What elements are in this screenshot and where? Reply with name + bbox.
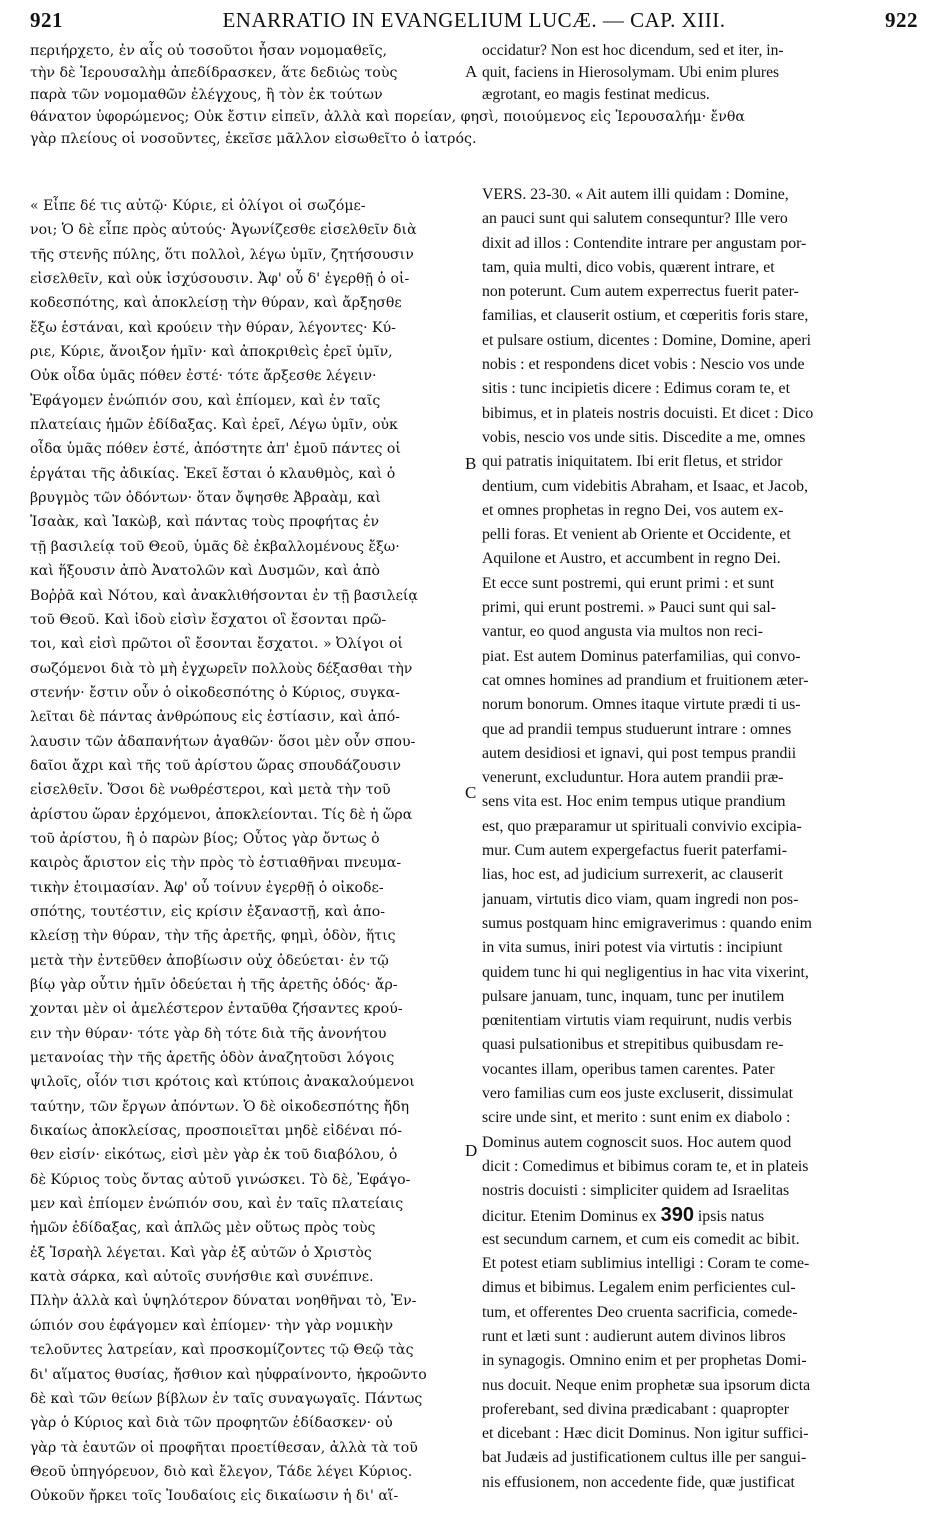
- greek-line: γὰρ πλείους οἱ νοσοῦντες, ἐκεῖσε μᾶλλον εἰσωθεῖτο ὁ ἰατρός.: [30, 131, 477, 147]
- latin-line: sumus postquam hinc emigraverimus : quando enim: [482, 914, 812, 932]
- greek-line: λαυσιν τῶν ἀδαπανήτων ἀγαθῶν· ὅσοι μὲν οὖν σπου-: [30, 733, 416, 750]
- greek-line: ἐξ Ἰσραὴλ λέγεται. Καὶ γὰρ ἐξ αὐτῶν ὁ Χριστὸς: [30, 1244, 372, 1261]
- latin-line: vero familias cum eos juste excluserit, dissimulat: [482, 1084, 794, 1102]
- latin-line: venerunt, excluduntur. Hora autem prandii præ-: [482, 769, 784, 787]
- intro-latin: [482, 40, 918, 106]
- latin-line: nis effusionem, non accedente fide, quæ justificat: [482, 1473, 795, 1491]
- greek-line: Βοῤῥᾶ καὶ Νότου, καὶ ἀνακλιθήσονται ἐν τῇ βασιλείᾳ: [30, 587, 418, 604]
- latin-line: vantur, eo quod angusta via multos non reci-: [482, 623, 764, 641]
- greek-line: καιρὸς ἄριστον εἰς τὴν πρὸς τὸ ἑστιαθῆναι πνευμα-: [30, 855, 402, 872]
- greek-line: ψιλοῖς, οἷόν τισι κρότοις καὶ κτύποις ἀνακαλούμενοι: [30, 1074, 415, 1091]
- latin-line: et omnes prophetas in regno Dei, vos autem ex-: [482, 501, 784, 519]
- latin-line: pelli foras. Et venient ab Oriente et Occidente, et: [482, 526, 791, 544]
- latin-line: tam, quia multi, dico vobis, quærent intrare, et: [482, 258, 775, 276]
- greek-line: τοῦ Θεοῦ. Καὶ ἰδοὺ εἰσὶν ἔσχατοι οἳ ἔσονται πρῶ-: [30, 611, 387, 628]
- greek-line: τῇ βασιλείᾳ τοῦ Θεοῦ, ὑμᾶς δὲ ἐκβαλλομένους ἔξω·: [30, 538, 400, 555]
- latin-line: est secundum carnem, et cum eis comedit ac bibit.: [482, 1230, 800, 1248]
- greek-line: πλατείαις ἡμῶν ἐδίδαξας. Καὶ ἐρεῖ, Λέγω ὑμῖν, οὐκ: [30, 417, 398, 434]
- greek-line: θάνατον ὑφορώμενος; Οὐκ ἔστιν εἰπεῖν, ἀλλὰ καὶ πορείαν, φησὶ, ποιούμενος εἰς Ἱερουσαλήμ· ἔνθα: [30, 109, 745, 125]
- greek-line: τελοῦντες λατρείαν, καὶ προσκομίζοντες τῷ Θεῷ τὰς: [30, 1342, 414, 1359]
- latin-line: bibimus, et in plateis nostris docuisti. Et dicet : Dico: [482, 404, 814, 422]
- margin-letter-c: C: [465, 783, 477, 802]
- greek-line: βίῳ γὰρ οὗτιν ἡμῖν ὁδεύεται ἡ τῆς ἀρετῆς ὁδός· ἄρ-: [30, 977, 398, 993]
- latin-line: pulsare januam, tunc, inquam, tunc per inutilem: [482, 987, 785, 1005]
- greek-line: μετανοίας τὴν τῆς ἀρετῆς ὁδὸν ἀναζητοῦσι λόγοις: [30, 1050, 395, 1067]
- latin-line: Dominus autem cognoscit suos. Hoc autem quod: [482, 1133, 792, 1151]
- greek-line: εἰσελθεῖν, καὶ οὐκ ἰσχύσουσιν. Ἀφ' οὗ δ' ἐγερθῇ ὁ οἰ-: [30, 271, 410, 288]
- latin-line: in vita sumus, iniri potest via virtutis : incipiunt: [482, 939, 783, 957]
- greek-line: οἶδα ὑμᾶς πόθεν ἐστέ, ἀπόστητε ἀπ' ἐμοῦ πάντες οἱ: [30, 441, 401, 458]
- latin-line: nostris docuisti : simpliciter quidem ad Israelitas: [482, 1182, 790, 1200]
- greek-line: χονται μὲν οἱ ἀμελέστερον ἐνταῦθα ζήσαντες κρού-: [30, 1001, 403, 1018]
- greek-line: ριε, Κύριε, ἄνοιξον ἡμῖν· καὶ ἀποκριθεὶς ἐρεῖ ὑμῖν,: [30, 344, 393, 361]
- greek-line: Οὐκ οἶδα ὑμᾶς πόθεν ἐστέ· τότε ἄρξεσθε λέγειν·: [30, 368, 377, 385]
- latin-line: familias, et clauserit ostium, et cœperitis foris stare,: [482, 307, 809, 325]
- greek-line: τικὴν ἑτοιμασίαν. Ἀφ' οὗ τοίνυν ἐγερθῇ ὁ οἰκοδε-: [30, 879, 384, 896]
- greek-line: κλείσῃ τὴν θύραν, τὴν τῆς ἀρετῆς, φημὶ, ὁδὸν, ἥτις: [30, 928, 396, 945]
- greek-line: βρυγμὸς τῶν ὀδόντων· ὅταν ὄψησθε Ἀβραὰμ, καὶ: [30, 490, 381, 507]
- page-number-right: 922: [885, 8, 918, 32]
- latin-line: lias, hoc est, ad judicium surrexerit, ac clauserit: [482, 866, 783, 884]
- greek-line: τοι, καὶ εἰσὶ πρῶτοι οἳ ἔσονται ἔσχατοι. » Ὀλίγοι οἱ: [30, 636, 403, 653]
- greek-line: Οὐκοῦν ἤρκει τοῖς Ἰουδαίοις εἰς δικαίωσιν ἡ δι' αἵ-: [30, 1488, 399, 1505]
- greek-line: γὰρ τὰ ἑαυτῶν οἱ προφῆται προετίθεσαν, ἀλλὰ τὰ τοῦ: [30, 1439, 418, 1456]
- greek-line: ἔξω ἑστάναι, καὶ κρούειν τὴν θύραν, λέγοντες· Κύ-: [30, 319, 396, 336]
- latin-line: norum bonorum. Omnes itaque virtute prædi ti us-: [482, 696, 801, 714]
- latin-line: dixit ad illos : Contendite intrare per angustam por-: [482, 234, 807, 252]
- latin-line: dicit : Comedimus et bibimus coram te, et in plateis: [482, 1157, 809, 1175]
- greek-line: ταύτην, τῶν ἔργων ἀπόντων. Ὁ δὲ οἰκοδεσπότης ἤδη: [30, 1098, 410, 1115]
- greek-line: μετὰ τὴν ἐντεῦθεν ἀποβίωσιν οὐχ ὁδεύεται· ἐν τῷ: [30, 952, 389, 969]
- latin-line: quit, faciens in Hierosolymam. Ubi enim plures: [482, 64, 780, 81]
- greek-line: δὲ Κύριος τοὺς ὄντας αὐτοῦ γινώσκει. Τὸ δὲ, Ἐφάγο-: [30, 1171, 411, 1188]
- greek-line: ἀρίστου ὥραν ἐρχόμενοι, ἀποκλείονται. Τίς δὲ ἡ ὥρα: [30, 806, 413, 823]
- greek-line: εἰσελθεῖν. Ὅσοι δὲ νωθρέστεροι, καὶ μετὰ τὴν τοῦ: [30, 782, 391, 799]
- latin-line: vobis, nescio vos unde sitis. Discedite a me, omnes: [482, 428, 806, 446]
- running-title: ENARRATIO IN EVANGELIUM LUCÆ. — CAP. XIII.: [222, 8, 726, 32]
- latin-line: qui patratis iniquitatem. Ibi erit fletus, et stridor: [482, 453, 783, 471]
- latin-line: occidatur? Non est hoc dicendum, sed et iter, in-: [482, 42, 784, 59]
- latin-line: autem desidiosi et ignavi, qui post tempus prandii: [482, 744, 797, 762]
- margin-letter-b: B: [465, 454, 477, 473]
- latin-line: mur. Cum autem expergefactus fuerit paterfami-: [482, 842, 787, 860]
- greek-line: μεν καὶ ἐπίομεν ἐνώπιόν σου, καὶ ἐν ταῖς πλατείαις: [30, 1196, 404, 1213]
- greek-line: Ἰσαὰκ, καὶ Ἰακὼβ, καὶ πάντας τοὺς προφήτας ἐν: [30, 514, 380, 531]
- latin-line: sens vita est. Hoc enim tempus utique prandium: [482, 793, 786, 811]
- latin-line: quasi pulsationibus et strepitibus quibusdam re-: [482, 1036, 784, 1054]
- greek-line: καὶ ἥξουσιν ἀπὸ Ἀνατολῶν καὶ Δυσμῶν, καὶ ἀπὸ: [30, 563, 381, 580]
- latin-line: dentium, cum videbitis Abraham, et Isaac, et Jacob,: [482, 477, 808, 495]
- greek-line: σωζόμενοι διὰ τὸ μὴ ἐγχωρεῖν πολλοὺς δέξασθαι τὴν: [30, 660, 413, 677]
- latin-column: [482, 183, 918, 1495]
- latin-line: in synagogis. Omnino enim et per prophetas Domi-: [482, 1352, 807, 1370]
- greek-line: τῆς στενῆς πύλης, ὅτι πολλοὶ, λέγω ὑμῖν, ζητήσουσιν: [30, 246, 414, 263]
- latin-line: est, quo præparamur ut spirituali convivio excipia-: [482, 817, 802, 835]
- greek-line: Ἐφάγομεν ἐνώπιόν σου, καὶ ἐπίομεν, καὶ ἐν ταῖς: [30, 392, 381, 409]
- greek-line: Πλὴν ἀλλὰ καὶ ὑψηλότερον δύναται νοηθῆναι τὸ, Ἐν-: [30, 1293, 417, 1310]
- greek-line: κατὰ σάρκα, καὶ αὐτοῖς συνήσθιε καὶ συνέπινε.: [30, 1269, 374, 1286]
- latin-line: runt et læti sunt : audierunt autem divinos libros: [482, 1327, 786, 1345]
- latin-line: piat. Est autem Dominus paterfamilias, qui convo-: [482, 647, 801, 665]
- greek-line: περιήρχετο, ἐν αἷς οὐ τοσοῦτοι ἦσαν νομομαθεῖς,: [30, 43, 388, 59]
- latin-line: bat Judæis ad justificationem cultus ille per sangui-: [482, 1449, 807, 1467]
- greek-line: γὰρ ὁ Κύριος καὶ διὰ τῶν προφητῶν ἐδίδασκεν· οὐ: [30, 1415, 393, 1432]
- greek-line: κοδεσπότης, καὶ ἀποκλείσῃ τὴν θύραν, καὶ ἄρξησθε: [30, 295, 402, 312]
- latin-line: proferebant, sed divina prædicabant : quapropter: [482, 1400, 790, 1418]
- latin-line: nus docuit. Neque enim prophetæ sua ipsorum dicta: [482, 1376, 811, 1394]
- greek-line: ειν τὴν θύραν· τότε γὰρ δὴ τότε διὰ τῆς ἀνονήτου: [30, 1025, 387, 1042]
- greek-line: Θεοῦ ὑπηγόρευον, διὸ καὶ ἔλεγον, Τάδε λέγει Κύριος.: [30, 1463, 413, 1480]
- page-number-left: 921: [30, 8, 63, 32]
- latin-line: et pulsare ostium, dicentes : Domine, Domine, aperi: [482, 331, 812, 349]
- latin-line: Et ecce sunt postremi, qui erunt primi : et sunt: [482, 574, 775, 592]
- latin-line: que ad prandii tempus studuerunt intrare : omnes: [482, 720, 792, 738]
- latin-line-fragment: ipsis natus: [697, 1208, 765, 1226]
- greek-line: παρὰ τῶν νομομαθῶν ἐλέγχους, ἢ τὸν ἐκ τούτων: [30, 87, 383, 103]
- latin-line: sitis : tunc incipietis dicere : Edimus coram te, et: [482, 380, 790, 398]
- running-header: [30, 8, 918, 44]
- greek-line: λεῖται δὲ πάντας ἀνθρώπους εἰς ἑστίασιν, καὶ ἀπό-: [30, 709, 400, 726]
- latin-line: pœnitentiam virtutis viam requirunt, nudis verbis: [482, 1012, 792, 1030]
- latin-line: an pauci sunt qui salutem consequntur? Ille vero: [482, 210, 788, 228]
- latin-line: ægrotant, eo magis festinat medicus.: [482, 86, 710, 103]
- latin-line: quidem tunc hi qui negligentius in hac vita vixerint,: [482, 963, 809, 981]
- latin-line: non poterunt. Cum autem experrectus fuerit pater-: [482, 283, 799, 301]
- margin-letter-a: A: [465, 62, 478, 81]
- greek-line: θεν εἰσίν· εἰκότως, εἰσὶ μὲν γὰρ ἐκ τοῦ διαβόλου, ὁ: [30, 1147, 398, 1164]
- latin-line: nobis : et respondens dicet vobis : Nescio vos unde: [482, 356, 805, 374]
- latin-line: januam, virtutis dico viam, quam ingredi non pos-: [482, 890, 799, 908]
- greek-line: « Εἶπε δέ τις αὐτῷ· Κύριε, εἰ ὀλίγοι οἱ σωζόμε-: [30, 198, 366, 214]
- greek-line: ώπιόν σου ἐφάγομεν καὶ ἐπίομεν· τὴν γὰρ νομικὴν: [30, 1317, 394, 1334]
- greek-line: νοι; Ὁ δὲ εἶπε πρὸς αὐτούς· Ἀγωνίζεσθε εἰσελθεῖν διὰ: [30, 222, 417, 239]
- latin-line: primi, qui erunt postremi. » Pauci sunt qui sal-: [482, 599, 776, 617]
- greek-column: [30, 194, 462, 1509]
- greek-line: ἡμῶν ἐδίδαξας, καὶ ἁπλῶς μὲν οὕτως πρὸς τοὺς: [30, 1220, 376, 1237]
- latin-line: VERS. 23-30. « Ait autem illi quidam : Domine,: [482, 186, 789, 203]
- page-marker-390: 390: [660, 1204, 694, 1227]
- latin-line: [482, 1203, 918, 1227]
- greek-line: τοῦ ἀρίστου, ἢ ὁ παρὼν βίος; Οὗτος γὰρ ὄντως ὁ: [30, 830, 380, 847]
- greek-line: ἐργάται τῆς ἀδικίας. Ἐκεῖ ἔσται ὁ κλαυθμὸς, καὶ ὁ: [30, 465, 396, 482]
- latin-line: vocantes illam, operibus tamen carentes. Pater: [482, 1060, 775, 1078]
- latin-line: scire unde sint, et merito : sunt enim ex diabolo :: [482, 1109, 791, 1127]
- greek-line: δι' αἵματος θυσίας, ἤσθιον καὶ ηὐφραίνοντο, ἠκροῶντο: [30, 1366, 427, 1383]
- latin-line: Aquilone et Austro, et accumbent in regno Dei.: [482, 550, 781, 568]
- latin-line-fragment: dicitur. Etenim Dominus ex: [482, 1208, 657, 1226]
- latin-line: et dicebant : Hæc dicit Dominus. Non igitur suffici-: [482, 1425, 809, 1443]
- latin-line: cat omnes homines ad prandium et fruitionem æter-: [482, 671, 809, 689]
- margin-letter-d: D: [465, 1141, 478, 1160]
- greek-line: σπότης, τουτέστιν, εἰς κρίσιν ἐξαναστῇ, καὶ ἀπο-: [30, 903, 386, 920]
- greek-line: δὲ καὶ τῶν θείων βίβλων ἐν ταῖς συναγωγαῖς. Πάντως: [30, 1390, 423, 1407]
- greek-line: τὴν δὲ Ἱερουσαλὴμ ἀπεδίδρασκεν, ἅτε δεδιὼς τοὺς: [30, 65, 398, 81]
- latin-line: dimus et bibimus. Legalem enim perficientes cul-: [482, 1279, 796, 1297]
- greek-line: δικαίως ἀποκλείσας, προσποιεῖται μηδὲ εἰδέναι πό-: [30, 1123, 402, 1140]
- latin-line: tum, et offerentes Deo cruenta sacrificia, comede-: [482, 1303, 798, 1321]
- greek-line: στενήν· ἔστιν οὖν ὁ οἰκοδεσπότης ὁ Κύριος, συγκα-: [30, 684, 400, 701]
- latin-line: Et potest etiam sublimius intelligi : Coram te come-: [482, 1255, 810, 1273]
- greek-line: δαῖοι ἄχρι καὶ τῆς τοῦ ἀρίστου ὥρας σπουδάζουσιν: [30, 757, 401, 774]
